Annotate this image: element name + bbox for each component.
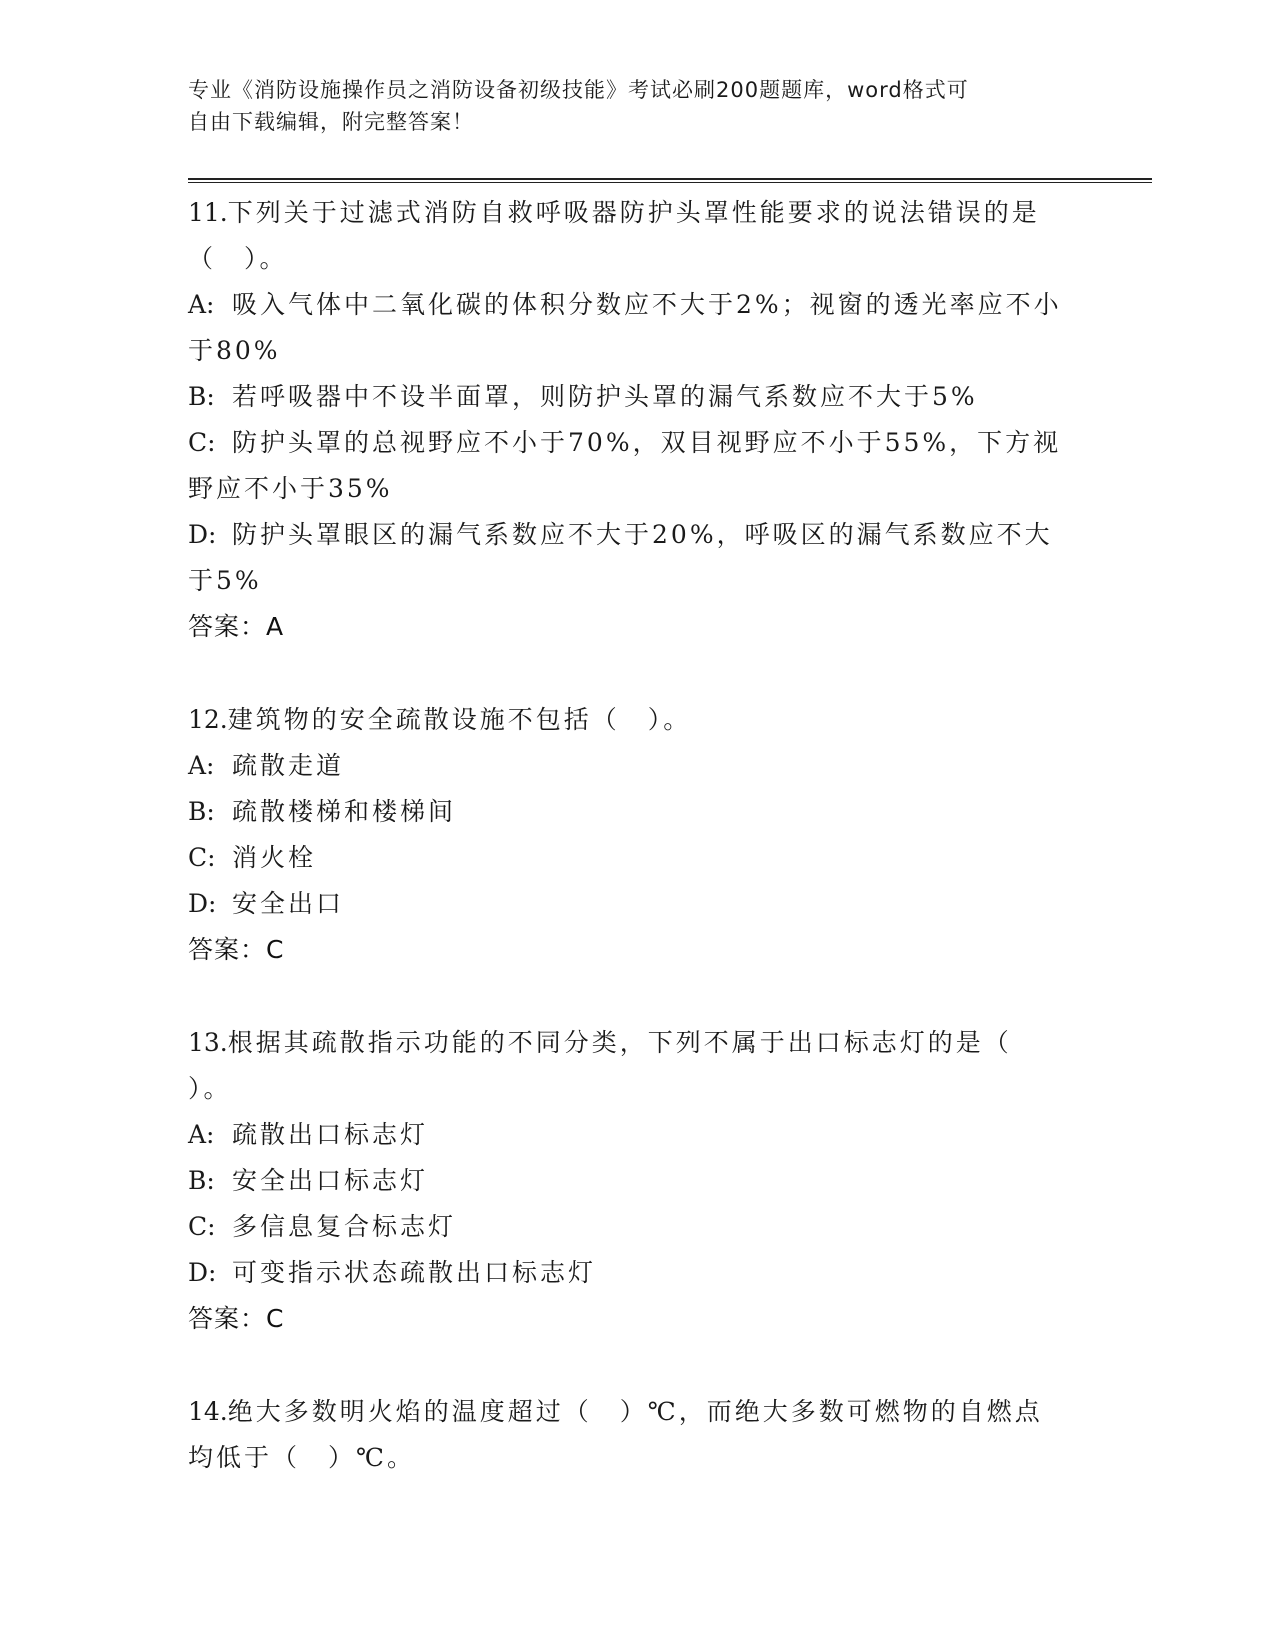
option-c xyxy=(188,835,1088,881)
header-line-1: 专业《消防设施操作员之消防设备初级技能》考试必刷200题题库，word格式可 xyxy=(188,78,969,102)
question-stem-continuation: 均低于（ ）℃。 xyxy=(188,1443,415,1472)
question-number: 11. xyxy=(188,198,228,227)
option-label: B: xyxy=(188,1166,215,1195)
question-stem-continuation: ）。 xyxy=(188,1074,232,1103)
option-d xyxy=(188,881,1088,927)
option-a xyxy=(188,1112,1088,1158)
option-label: B: xyxy=(188,382,215,411)
option-c xyxy=(188,1204,1088,1250)
option-d xyxy=(188,512,1088,558)
option-text: 多信息复合标志灯 xyxy=(232,1212,457,1241)
question-stem-continuation: （ ）。 xyxy=(188,244,288,273)
question-11 xyxy=(188,190,1088,650)
option-a xyxy=(188,282,1088,328)
header-line-2: 自由下载编辑，附完整答案！ xyxy=(188,110,474,134)
option-text: 吸入气体中二氧化碳的体积分数应不大于2%；视窗的透光率应不小 xyxy=(232,290,1062,319)
option-d xyxy=(188,1250,1088,1296)
option-label: A: xyxy=(188,290,215,319)
option-label: A: xyxy=(188,751,215,780)
question-number: 13. xyxy=(188,1028,228,1057)
question-stem-text: 绝大多数明火焰的温度超过（ ）℃，而绝大多数可燃物的自燃点 xyxy=(227,1397,1043,1426)
option-label: B: xyxy=(188,797,215,826)
option-c-continuation: 野应不小于35% xyxy=(188,474,393,503)
answer-line: 答案：C xyxy=(188,1304,285,1333)
option-text: 安全出口 xyxy=(232,889,345,918)
question-number: 14. xyxy=(188,1397,228,1426)
question-stem xyxy=(188,697,1088,743)
document-header xyxy=(188,74,1068,138)
option-a xyxy=(188,743,1088,789)
option-b xyxy=(188,374,1088,420)
option-b xyxy=(188,789,1088,835)
option-label: D: xyxy=(188,520,217,549)
question-stem-text: 建筑物的安全疏散设施不包括（ ）。 xyxy=(227,705,692,734)
question-number: 12. xyxy=(188,705,228,734)
answer-line: 答案：C xyxy=(188,935,285,964)
option-text: 疏散楼梯和楼梯间 xyxy=(232,797,457,826)
option-text: 安全出口标志灯 xyxy=(232,1166,429,1195)
option-label: C: xyxy=(188,428,216,457)
option-c xyxy=(188,420,1088,466)
question-12 xyxy=(188,697,1088,973)
question-list xyxy=(188,190,1088,1528)
option-label: C: xyxy=(188,1212,216,1241)
option-text: 疏散出口标志灯 xyxy=(232,1120,429,1149)
question-stem xyxy=(188,1389,1088,1435)
option-label: D: xyxy=(188,889,217,918)
option-label: C: xyxy=(188,843,216,872)
option-b xyxy=(188,1158,1088,1204)
option-label: D: xyxy=(188,1258,217,1287)
option-text: 消火栓 xyxy=(232,843,317,872)
answer-line: 答案：A xyxy=(188,612,285,641)
option-d-continuation: 于5% xyxy=(188,566,262,595)
option-text: 疏散走道 xyxy=(232,751,345,780)
question-stem-text: 下列关于过滤式消防自救呼吸器防护头罩性能要求的说法错误的是 xyxy=(227,198,1040,227)
header-divider xyxy=(188,178,1152,183)
question-stem-text: 根据其疏散指示功能的不同分类，下列不属于出口标志灯的是（ xyxy=(227,1028,1012,1057)
option-label: A: xyxy=(188,1120,215,1149)
option-text: 可变指示状态疏散出口标志灯 xyxy=(232,1258,597,1287)
question-stem xyxy=(188,1020,1088,1066)
question-stem xyxy=(188,190,1088,236)
question-13 xyxy=(188,1020,1088,1342)
option-text: 防护头罩眼区的漏气系数应不大于20%，呼吸区的漏气系数应不大 xyxy=(232,520,1053,549)
option-text: 若呼吸器中不设半面罩，则防护头罩的漏气系数应不大于5% xyxy=(232,382,978,411)
option-a-continuation: 于80% xyxy=(188,336,281,365)
question-14 xyxy=(188,1389,1088,1481)
option-text: 防护头罩的总视野应不小于70%，双目视野应不小于55%，下方视 xyxy=(232,428,1062,457)
